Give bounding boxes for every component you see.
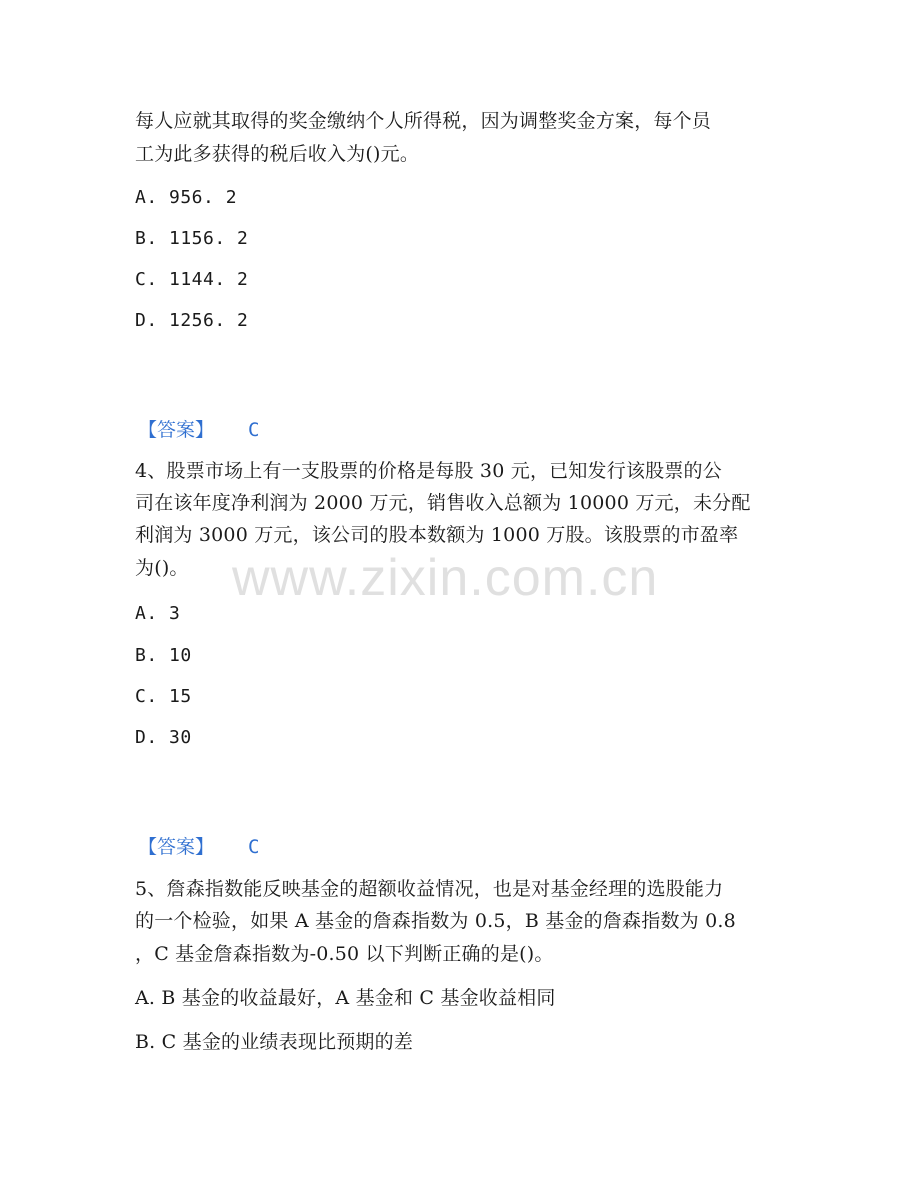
- answer-label: 【答案】: [138, 419, 215, 441]
- answer-row: [138, 834, 259, 861]
- option-c: C. 15: [135, 686, 192, 707]
- question-text-line: 利润为 3000 万元，该公司的股本数额为 1000 万股。该股票的市盈率: [135, 524, 739, 546]
- question-text-line: 为()。: [135, 557, 189, 579]
- answer-value: C: [248, 419, 260, 441]
- option-a: A. B 基金的收益最好，A 基金和 C 基金收益相同: [135, 987, 556, 1009]
- question-text-line: ，C 基金詹森指数为-0.50 以下判断正确的是()。: [135, 943, 554, 965]
- question-text-line: 工为此多获得的税后收入为()元。: [135, 143, 420, 165]
- option-d: D. 30: [135, 727, 192, 748]
- option-a: A. 956. 2: [135, 187, 238, 208]
- question-text-line: 司在该年度净利润为 2000 万元，销售收入总额为 10000 万元，未分配: [135, 492, 751, 514]
- option-d: D. 1256. 2: [135, 310, 249, 331]
- answer-row: [138, 417, 259, 444]
- question-text-line: 的一个检验，如果 A 基金的詹森指数为 0.5，B 基金的詹森指数为 0.8: [135, 910, 736, 932]
- question-text-line: 每人应就其取得的奖金缴纳个人所得税，因为调整奖金方案，每个员: [135, 110, 712, 132]
- question-text-line: 4、股票市场上有一支股票的价格是每股 30 元，已知发行该股票的公: [135, 460, 722, 482]
- watermark: www.zixin.com.cn: [232, 549, 659, 607]
- question-text-line: 5、詹森指数能反映基金的超额收益情况，也是对基金经理的选股能力: [135, 878, 724, 900]
- option-b: B. 10: [135, 645, 192, 666]
- answer-value: C: [248, 836, 260, 858]
- option-a: A. 3: [135, 603, 181, 624]
- answer-label: 【答案】: [138, 836, 215, 858]
- option-c: C. 1144. 2: [135, 269, 249, 290]
- option-b: B. 1156. 2: [135, 228, 249, 249]
- option-b: B. C 基金的业绩表现比预期的差: [135, 1031, 414, 1053]
